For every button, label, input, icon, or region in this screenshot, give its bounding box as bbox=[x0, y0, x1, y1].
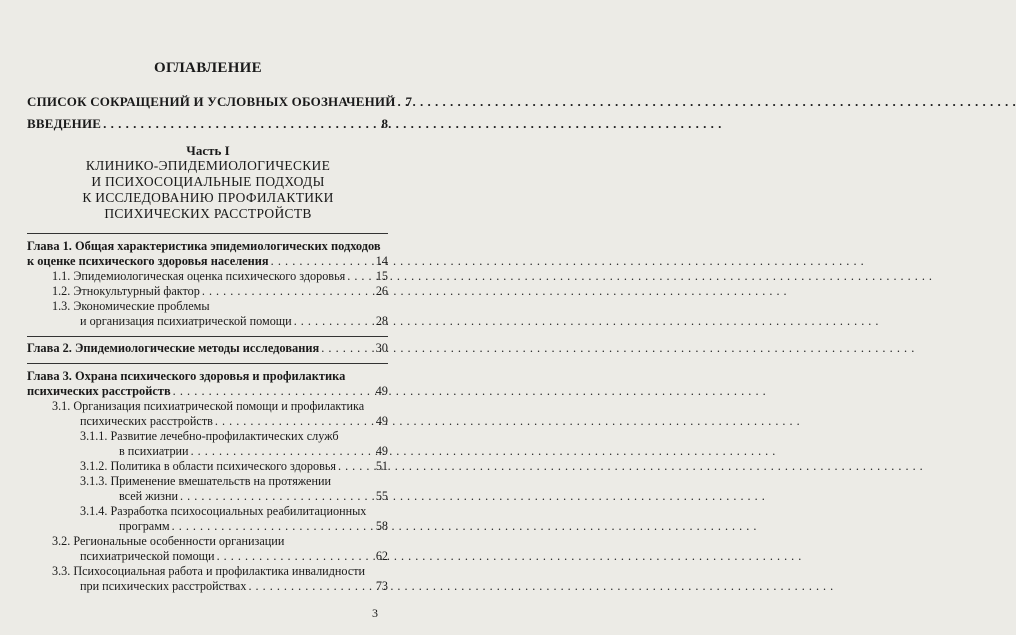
entry-text: Глава 2. Эпидемиологические методы исследования bbox=[27, 341, 320, 355]
divider-rule bbox=[27, 336, 388, 337]
entry-text: всей жизни bbox=[119, 489, 179, 503]
toc-entry-3-2-line-1[interactable]: 3.2. Региональные особенности организации bbox=[52, 534, 285, 548]
toc-entry-3-1[interactable] bbox=[80, 414, 388, 429]
dot-leader bbox=[398, 94, 404, 109]
entry-text: при психических расстройствах bbox=[80, 579, 247, 593]
entry-text: программ bbox=[119, 519, 170, 533]
entry-text: 1.1. Эпидемиологическая оценка психического здоровья bbox=[52, 269, 346, 283]
toc-entry-3-3-line-1[interactable]: 3.3. Психосоциальная работа и профилактика инвалидности bbox=[52, 564, 366, 578]
toc-entry-3-1-4[interactable] bbox=[119, 519, 388, 534]
toc-entry-1-3-line-1[interactable]: 1.3. Экономические проблемы bbox=[52, 299, 210, 313]
toc-entry-3-2[interactable] bbox=[80, 549, 388, 564]
dot-leader bbox=[191, 444, 374, 459]
part-title-line-3: К ИССЛЕДОВАНИЮ ПРОФИЛАКТИКИ bbox=[82, 190, 334, 205]
dot-leader bbox=[294, 314, 374, 329]
entry-text: к оценке психического здоровья населения bbox=[27, 254, 269, 268]
toc-entry-1-3[interactable] bbox=[80, 314, 388, 329]
entry-page: 8 bbox=[381, 116, 388, 131]
entry-page: 55 bbox=[375, 489, 388, 503]
entry-page: 14 bbox=[375, 254, 388, 268]
entry-text: психических расстройств bbox=[27, 384, 171, 398]
entry-text: в психиатрии bbox=[119, 444, 189, 458]
entry-page: 7 bbox=[405, 94, 413, 109]
entry-page: 26 bbox=[375, 284, 388, 298]
toc-entry-3-1-4-line-1[interactable]: 3.1.4. Разработка психосоциальных реабилитационных bbox=[80, 504, 367, 518]
dot-leader bbox=[347, 269, 374, 284]
divider-rule bbox=[27, 233, 388, 234]
toc-entry-3-1-3[interactable] bbox=[119, 489, 388, 504]
entry-page: 73 bbox=[375, 579, 388, 593]
chapter-3-entry[interactable] bbox=[27, 384, 388, 399]
toc-entry-3-3[interactable] bbox=[80, 579, 388, 594]
chapter-2-entry[interactable] bbox=[27, 341, 388, 356]
toc-entry-1-2[interactable] bbox=[52, 284, 388, 299]
toc-entry-introduction[interactable] bbox=[27, 116, 388, 131]
toc-entry-3-1-1[interactable] bbox=[119, 444, 388, 459]
entry-text: психиатрической помощи bbox=[80, 549, 215, 563]
dot-leader bbox=[215, 414, 374, 429]
chapter-1-title-line-1[interactable]: Глава 1. Общая характеристика эпидемиологических подходов bbox=[27, 239, 381, 253]
part-title-line-2: И ПСИХОСОЦИАЛЬНЫЕ ПОДХОДЫ bbox=[91, 174, 325, 189]
entry-page: 62 bbox=[375, 549, 388, 563]
toc-entry-3-1-3-line-1[interactable]: 3.1.3. Применение вмешательств на протяжении bbox=[80, 474, 332, 488]
dot-leader bbox=[248, 579, 373, 594]
dot-leader bbox=[173, 384, 374, 399]
toc-page bbox=[0, 0, 416, 635]
entry-text: СПИСОК СОКРАЩЕНИЙ И УСЛОВНЫХ ОБОЗНАЧЕНИЙ bbox=[27, 94, 396, 109]
entry-page: 51 bbox=[375, 459, 388, 473]
part-title-line-1: КЛИНИКО-ЭПИДЕМИОЛОГИЧЕСКИЕ bbox=[85, 158, 331, 173]
toc-entry-3-1-line-1[interactable]: 3.1. Организация психиатрической помощи и профилактика bbox=[52, 399, 365, 413]
dot-leader bbox=[217, 549, 374, 564]
entry-text: 1.2. Этнокультурный фактор bbox=[52, 284, 200, 298]
entry-page: 15 bbox=[375, 269, 388, 283]
part-label: Часть I bbox=[186, 143, 230, 158]
entry-page: 49 bbox=[375, 444, 388, 458]
dot-leader bbox=[103, 116, 379, 131]
entry-page: 28 bbox=[375, 314, 388, 328]
page-number: 3 bbox=[372, 606, 378, 620]
part-title-line-4: ПСИХИЧЕСКИХ РАССТРОЙСТВ bbox=[104, 206, 312, 221]
dot-leader bbox=[202, 284, 374, 299]
entry-text: и организация психиатрической помощи bbox=[80, 314, 292, 328]
entry-page: 49 bbox=[375, 414, 388, 428]
toc-title: ОГЛАВЛЕНИЕ bbox=[154, 60, 262, 76]
entry-text: ВВЕДЕНИЕ bbox=[27, 116, 102, 131]
entry-text: психических расстройств bbox=[80, 414, 213, 428]
toc-entry-abbreviations[interactable] bbox=[27, 94, 413, 109]
toc-entry-3-1-1-line-1[interactable]: 3.1.1. Развитие лечебно-профилактических служб bbox=[80, 429, 339, 443]
divider-rule bbox=[27, 363, 388, 364]
toc-entry-1-1[interactable] bbox=[52, 269, 388, 284]
dot-leader bbox=[321, 341, 373, 356]
toc-entry-3-1-2[interactable] bbox=[80, 459, 388, 474]
dot-leader bbox=[180, 489, 374, 504]
entry-page: 58 bbox=[375, 519, 388, 533]
dot-leader bbox=[271, 254, 374, 269]
dot-leader bbox=[172, 519, 374, 534]
entry-page: 30 bbox=[375, 341, 388, 355]
entry-text: 3.1.2. Политика в области психического здоровья bbox=[80, 459, 336, 473]
chapter-3-title-line-1[interactable]: Глава 3. Охрана психического здоровья и профилактика bbox=[27, 369, 346, 383]
dot-leader bbox=[338, 459, 374, 474]
entry-page: 49 bbox=[375, 384, 388, 398]
chapter-1-entry[interactable] bbox=[27, 254, 388, 269]
